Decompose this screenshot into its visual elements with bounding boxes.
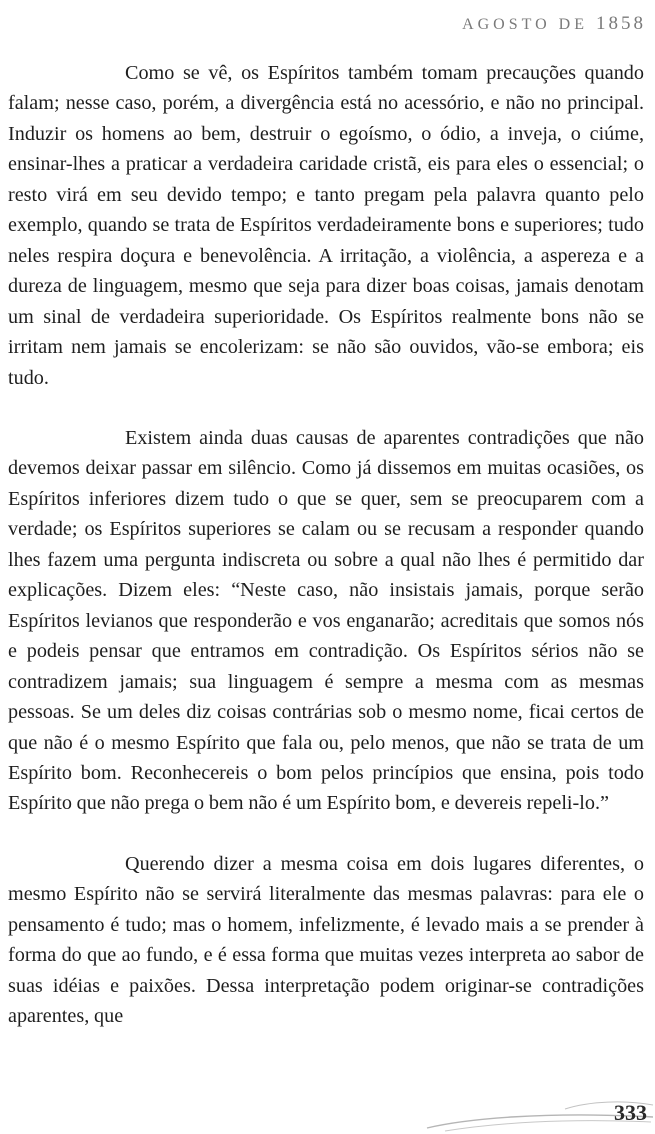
paragraph-3: Querendo dizer a mesma coisa em dois lugares diferentes, o mesmo Espírito não se servirá literalmente das mesmas palavras: para ele o pensamento é tudo; mas o homem, infelizmente, é levado mais a se prender à forma do que ao fundo, e é essa forma que muitas vezes interpreta ao sabor de suas idéias e paixões. Dessa interpretação podem originar-se contradições aparentes, que bbox=[8, 852, 644, 1028]
running-head-text: AGOSTO DE bbox=[462, 16, 588, 33]
page-number: 333 bbox=[614, 1100, 647, 1125]
running-head bbox=[462, 13, 646, 35]
body-text bbox=[8, 58, 644, 1032]
running-head-year: 1858 bbox=[596, 13, 646, 34]
paragraph-2: Existem ainda duas causas de aparentes contradições que não devemos deixar passar em silêncio. Como já dissemos em muitas ocasiões, os Espíritos inferiores dizem tudo o que se quer, sem se preocuparem com a verdade; os Espíritos superiores se calam ou se recusam a responder quando lhes fazem uma pergunta indiscreta ou sobre a qual não lhes é permitido dar explicações. Dizem eles: “Neste caso, não insistais jamais, porque serão Espíritos levianos que responderão e vos enganarão; acreditais que somos nós e podeis pensar que entramos em contradição. Os Espíritos sérios não se contradizem jamais; sua linguagem é sempre a mesma com as mesmas pessoas. Se um deles diz coisas contrárias sob o mesmo nome, ficai certos de que não é o mesmo Espírito que fala ou, pelo menos, que não se trata de um Espírito bom. Reconhecereis o bom pelos princípios que ensina, pois todo Espírito que não prega o bem não é um Espírito bom, e devereis repeli-lo.” bbox=[8, 426, 644, 815]
paragraph-1: Como se vê, os Espíritos também tomam precauções quando falam; nesse caso, porém, a divergência está no acessório, e não no principal. Induzir os homens ao bem, destruir o egoísmo, o ódio, a inveja, o ciúme, ensinar-lhes a praticar a verdadeira caridade cristã, eis para eles o essencial; o resto virá em seu devido tempo; e tanto pregam pela palavra quanto pelo exemplo, quando se trata de Espíritos verdadeiramente bons e superiores; tudo neles respira doçura e benevolência. A irritação, a violência, a aspereza e a dureza de linguagem, mesmo que seja para dizer boas coisas, jamais denotam um sinal de verdadeira superioridade. Os Espíritos realmente bons não se irritam nem jamais se encolerizam: se não são ouvidos, vão-se embora; eis tudo. bbox=[8, 62, 644, 389]
